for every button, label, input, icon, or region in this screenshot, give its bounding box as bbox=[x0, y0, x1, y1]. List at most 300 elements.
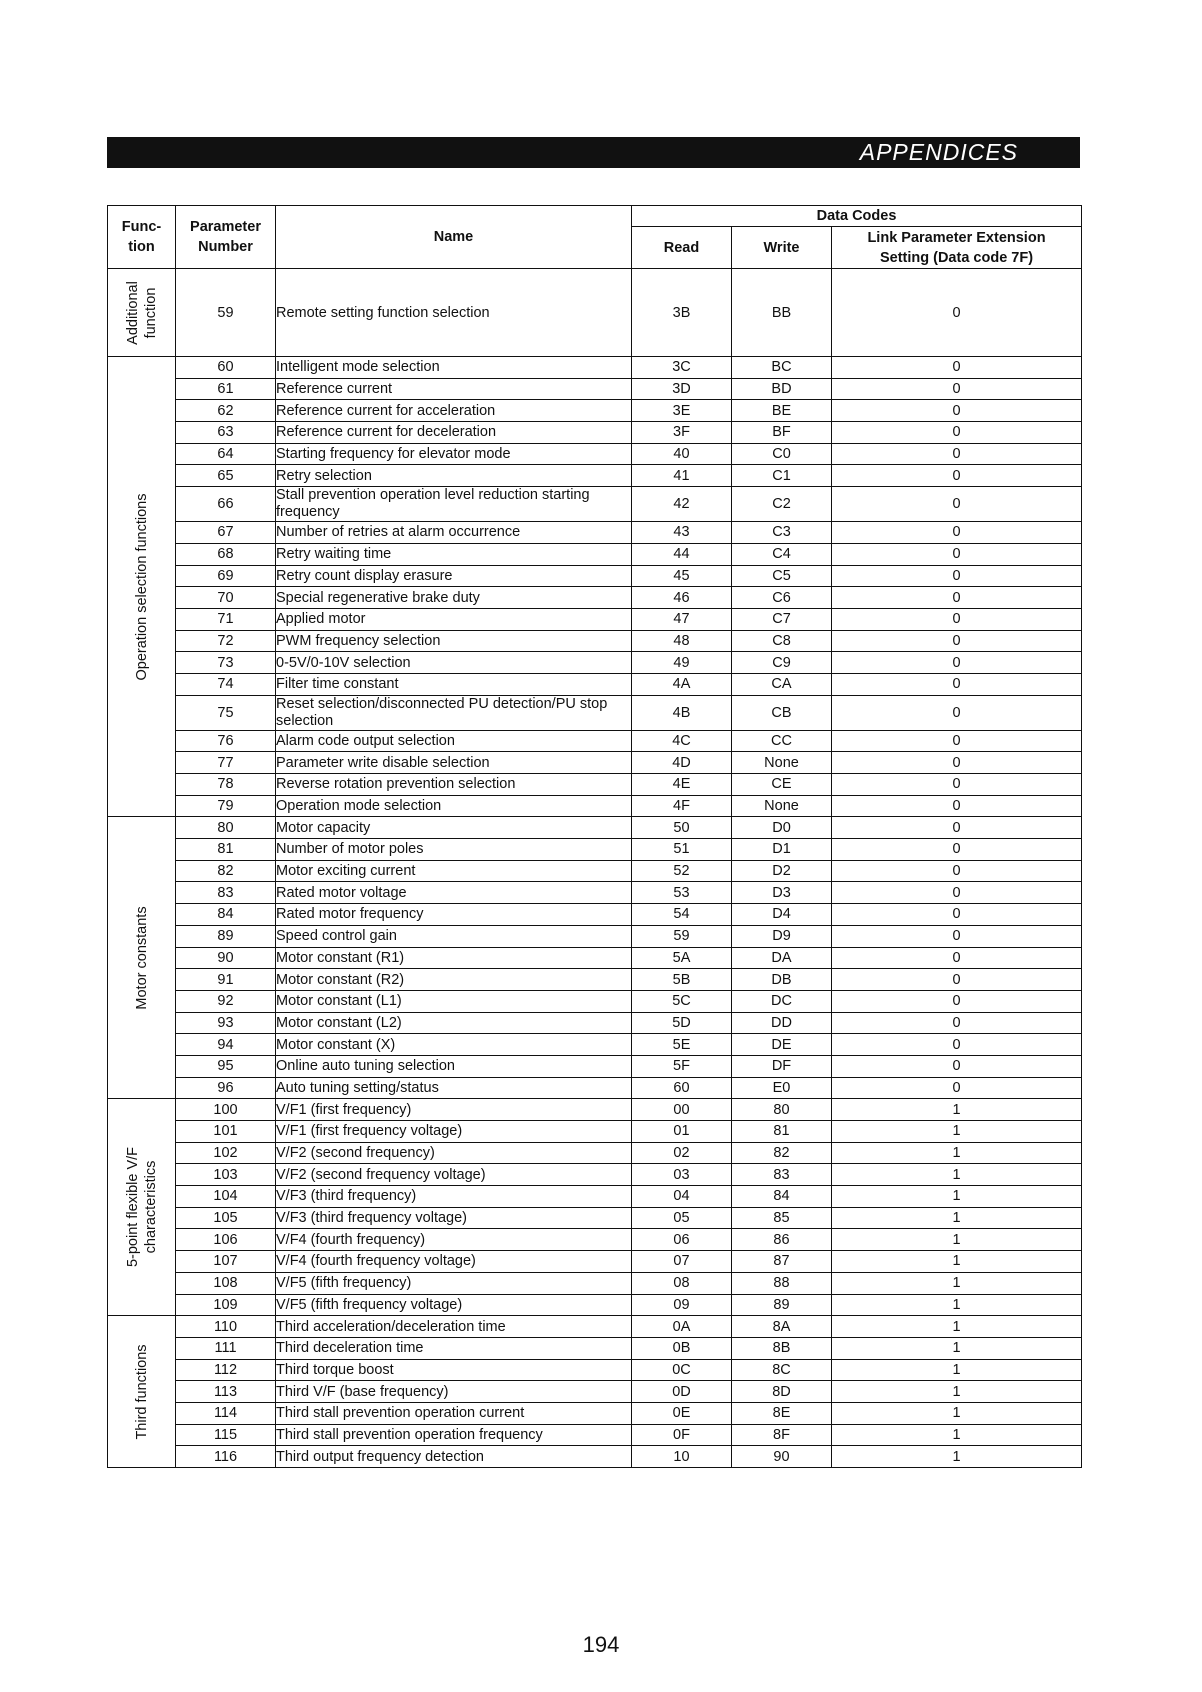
parameter-number-cell: 67 bbox=[176, 522, 276, 544]
table-row bbox=[108, 860, 1082, 882]
table-row bbox=[108, 465, 1082, 487]
link-extension-cell: 0 bbox=[832, 565, 1082, 587]
link-extension-cell: 0 bbox=[832, 882, 1082, 904]
parameter-number-cell: 77 bbox=[176, 752, 276, 774]
link-extension-cell: 0 bbox=[832, 925, 1082, 947]
parameter-number-cell: 104 bbox=[176, 1186, 276, 1208]
parameter-number-cell: 115 bbox=[176, 1424, 276, 1446]
write-code-cell: 83 bbox=[732, 1164, 832, 1186]
table-row bbox=[108, 400, 1082, 422]
parameter-number-cell: 83 bbox=[176, 882, 276, 904]
link-extension-cell: 1 bbox=[832, 1186, 1082, 1208]
table-row bbox=[108, 487, 1082, 522]
read-code-cell: 10 bbox=[632, 1446, 732, 1468]
write-code-cell: C6 bbox=[732, 587, 832, 609]
write-code-cell: 8D bbox=[732, 1381, 832, 1403]
function-group-label: Motor constants bbox=[133, 906, 150, 1010]
parameter-number-cell: 95 bbox=[176, 1055, 276, 1077]
write-code-cell: 80 bbox=[732, 1099, 832, 1121]
parameter-number-cell: 59 bbox=[176, 269, 276, 357]
table-row bbox=[108, 1142, 1082, 1164]
parameter-number-cell: 105 bbox=[176, 1207, 276, 1229]
write-code-cell: DE bbox=[732, 1034, 832, 1056]
table-row bbox=[108, 1381, 1082, 1403]
write-code-cell: C3 bbox=[732, 522, 832, 544]
link-extension-cell: 0 bbox=[832, 587, 1082, 609]
read-code-cell: 5A bbox=[632, 947, 732, 969]
write-code-cell: None bbox=[732, 795, 832, 817]
write-code-cell: 84 bbox=[732, 1186, 832, 1208]
banner-title: APPENDICES bbox=[859, 139, 1018, 165]
name-cell: Operation mode selection bbox=[276, 795, 632, 817]
link-extension-cell: 0 bbox=[832, 774, 1082, 796]
table-row bbox=[108, 1359, 1082, 1381]
name-cell: Third stall prevention operation current bbox=[276, 1402, 632, 1424]
write-code-cell: CC bbox=[732, 730, 832, 752]
read-code-cell: 4B bbox=[632, 695, 732, 730]
name-cell: Third stall prevention operation frequency bbox=[276, 1424, 632, 1446]
parameter-number-cell: 82 bbox=[176, 860, 276, 882]
name-cell: V/F2 (second frequency voltage) bbox=[276, 1164, 632, 1186]
name-cell: 0-5V/0-10V selection bbox=[276, 652, 632, 674]
write-code-cell: DA bbox=[732, 947, 832, 969]
read-code-cell: 3B bbox=[632, 269, 732, 357]
link-extension-cell: 0 bbox=[832, 1077, 1082, 1099]
read-code-cell: 52 bbox=[632, 860, 732, 882]
table-row bbox=[108, 795, 1082, 817]
table-row bbox=[108, 1012, 1082, 1034]
table-row bbox=[108, 608, 1082, 630]
link-extension-cell: 0 bbox=[832, 422, 1082, 444]
read-code-cell: 59 bbox=[632, 925, 732, 947]
name-cell: V/F2 (second frequency) bbox=[276, 1142, 632, 1164]
table-header bbox=[108, 206, 1082, 269]
name-cell: Stall prevention operation level reduction starting frequency bbox=[276, 487, 632, 522]
function-group-label: Third functions bbox=[133, 1344, 150, 1440]
read-code-cell: 03 bbox=[632, 1164, 732, 1186]
parameter-number-cell: 68 bbox=[176, 543, 276, 565]
link-extension-cell: 1 bbox=[832, 1381, 1082, 1403]
name-cell: Third output frequency detection bbox=[276, 1446, 632, 1468]
read-code-cell: 42 bbox=[632, 487, 732, 522]
name-cell: Motor constant (L2) bbox=[276, 1012, 632, 1034]
write-code-cell: 8B bbox=[732, 1337, 832, 1359]
table-row bbox=[108, 1424, 1082, 1446]
read-code-cell: 5E bbox=[632, 1034, 732, 1056]
name-cell: V/F3 (third frequency voltage) bbox=[276, 1207, 632, 1229]
parameter-number-cell: 69 bbox=[176, 565, 276, 587]
table-row bbox=[108, 1402, 1082, 1424]
parameter-number-cell: 108 bbox=[176, 1272, 276, 1294]
read-code-cell: 47 bbox=[632, 608, 732, 630]
write-code-cell: 85 bbox=[732, 1207, 832, 1229]
link-extension-cell: 0 bbox=[832, 969, 1082, 991]
header-write: Write bbox=[732, 227, 832, 269]
write-code-cell: 89 bbox=[732, 1294, 832, 1316]
function-group-label: Operation selection functions bbox=[133, 493, 150, 681]
table-row bbox=[108, 1272, 1082, 1294]
name-cell: Speed control gain bbox=[276, 925, 632, 947]
table-row bbox=[108, 543, 1082, 565]
write-code-cell: DC bbox=[732, 990, 832, 1012]
name-cell: Applied motor bbox=[276, 608, 632, 630]
parameter-number-cell: 101 bbox=[176, 1121, 276, 1143]
parameter-number-cell: 113 bbox=[176, 1381, 276, 1403]
parameter-number-cell: 92 bbox=[176, 990, 276, 1012]
name-cell: Reverse rotation prevention selection bbox=[276, 774, 632, 796]
table-row bbox=[108, 925, 1082, 947]
table-row bbox=[108, 1229, 1082, 1251]
name-cell: V/F1 (first frequency voltage) bbox=[276, 1121, 632, 1143]
link-extension-cell: 0 bbox=[832, 269, 1082, 357]
read-code-cell: 0A bbox=[632, 1316, 732, 1338]
write-code-cell: DF bbox=[732, 1055, 832, 1077]
page-number: 194 bbox=[582, 1632, 620, 1657]
link-extension-cell: 0 bbox=[832, 904, 1082, 926]
write-code-cell: 8E bbox=[732, 1402, 832, 1424]
link-extension-cell: 0 bbox=[832, 652, 1082, 674]
write-code-cell: C5 bbox=[732, 565, 832, 587]
link-extension-cell: 1 bbox=[832, 1229, 1082, 1251]
write-code-cell: DD bbox=[732, 1012, 832, 1034]
parameter-number-cell: 106 bbox=[176, 1229, 276, 1251]
table-row bbox=[108, 1034, 1082, 1056]
read-code-cell: 5B bbox=[632, 969, 732, 991]
table-row bbox=[108, 1251, 1082, 1273]
name-cell: Number of retries at alarm occurrence bbox=[276, 522, 632, 544]
parameter-number-cell: 76 bbox=[176, 730, 276, 752]
read-code-cell: 4C bbox=[632, 730, 732, 752]
parameter-number-cell: 114 bbox=[176, 1402, 276, 1424]
name-cell: Third torque boost bbox=[276, 1359, 632, 1381]
read-code-cell: 5F bbox=[632, 1055, 732, 1077]
link-extension-cell: 1 bbox=[832, 1337, 1082, 1359]
table-row bbox=[108, 969, 1082, 991]
read-code-cell: 3E bbox=[632, 400, 732, 422]
read-code-cell: 02 bbox=[632, 1142, 732, 1164]
name-cell: Retry selection bbox=[276, 465, 632, 487]
header-parameter-number: Parameter Number bbox=[176, 206, 276, 269]
write-code-cell: BF bbox=[732, 422, 832, 444]
write-code-cell: BD bbox=[732, 378, 832, 400]
table-row bbox=[108, 673, 1082, 695]
function-group-label: Additional function bbox=[124, 280, 159, 345]
read-code-cell: 43 bbox=[632, 522, 732, 544]
parameter-number-cell: 90 bbox=[176, 947, 276, 969]
name-cell: Motor capacity bbox=[276, 817, 632, 839]
write-code-cell: E0 bbox=[732, 1077, 832, 1099]
write-code-cell: 88 bbox=[732, 1272, 832, 1294]
parameter-number-cell: 84 bbox=[176, 904, 276, 926]
link-extension-cell: 0 bbox=[832, 839, 1082, 861]
parameter-number-cell: 103 bbox=[176, 1164, 276, 1186]
table-row bbox=[108, 422, 1082, 444]
link-extension-cell: 0 bbox=[832, 860, 1082, 882]
read-code-cell: 06 bbox=[632, 1229, 732, 1251]
link-extension-cell: 1 bbox=[832, 1294, 1082, 1316]
read-code-cell: 41 bbox=[632, 465, 732, 487]
link-extension-cell: 1 bbox=[832, 1207, 1082, 1229]
parameter-number-cell: 116 bbox=[176, 1446, 276, 1468]
link-extension-cell: 0 bbox=[832, 752, 1082, 774]
link-extension-cell: 0 bbox=[832, 522, 1082, 544]
read-code-cell: 49 bbox=[632, 652, 732, 674]
name-cell: Reset selection/disconnected PU detection/PU stop selection bbox=[276, 695, 632, 730]
link-extension-cell: 0 bbox=[832, 1034, 1082, 1056]
table-row bbox=[108, 1446, 1082, 1468]
read-code-cell: 40 bbox=[632, 443, 732, 465]
link-extension-cell: 0 bbox=[832, 443, 1082, 465]
parameter-number-cell: 73 bbox=[176, 652, 276, 674]
parameter-number-cell: 72 bbox=[176, 630, 276, 652]
name-cell: Third acceleration/deceleration time bbox=[276, 1316, 632, 1338]
write-code-cell: 90 bbox=[732, 1446, 832, 1468]
name-cell: Motor constant (L1) bbox=[276, 990, 632, 1012]
function-group-cell bbox=[108, 357, 176, 817]
parameter-number-cell: 78 bbox=[176, 774, 276, 796]
write-code-cell: D1 bbox=[732, 839, 832, 861]
table-row bbox=[108, 565, 1082, 587]
write-code-cell: CB bbox=[732, 695, 832, 730]
name-cell: Intelligent mode selection bbox=[276, 357, 632, 379]
write-code-cell: D2 bbox=[732, 860, 832, 882]
name-cell: Alarm code output selection bbox=[276, 730, 632, 752]
function-group-cell bbox=[108, 817, 176, 1099]
table-row bbox=[108, 1055, 1082, 1077]
link-extension-cell: 0 bbox=[832, 795, 1082, 817]
link-extension-cell: 0 bbox=[832, 730, 1082, 752]
table-row bbox=[108, 1186, 1082, 1208]
read-code-cell: 05 bbox=[632, 1207, 732, 1229]
link-extension-cell: 0 bbox=[832, 357, 1082, 379]
write-code-cell: None bbox=[732, 752, 832, 774]
read-code-cell: 48 bbox=[632, 630, 732, 652]
link-extension-cell: 1 bbox=[832, 1251, 1082, 1273]
link-extension-cell: 1 bbox=[832, 1164, 1082, 1186]
parameter-number-cell: 96 bbox=[176, 1077, 276, 1099]
table-row bbox=[108, 357, 1082, 379]
write-code-cell: D4 bbox=[732, 904, 832, 926]
table-row bbox=[108, 990, 1082, 1012]
write-code-cell: C8 bbox=[732, 630, 832, 652]
link-extension-cell: 0 bbox=[832, 465, 1082, 487]
parameter-number-cell: 60 bbox=[176, 357, 276, 379]
header-read: Read bbox=[632, 227, 732, 269]
parameter-number-cell: 107 bbox=[176, 1251, 276, 1273]
link-extension-cell: 1 bbox=[832, 1272, 1082, 1294]
link-extension-cell: 0 bbox=[832, 1012, 1082, 1034]
read-code-cell: 3D bbox=[632, 378, 732, 400]
table-row bbox=[108, 904, 1082, 926]
read-code-cell: 60 bbox=[632, 1077, 732, 1099]
parameter-number-cell: 94 bbox=[176, 1034, 276, 1056]
function-group-label: 5-point flexible V/F characteristics bbox=[124, 1147, 159, 1268]
link-extension-cell: 0 bbox=[832, 630, 1082, 652]
table-row bbox=[108, 1121, 1082, 1143]
parameter-number-cell: 110 bbox=[176, 1316, 276, 1338]
function-group-cell bbox=[108, 1099, 176, 1316]
link-extension-cell: 0 bbox=[832, 695, 1082, 730]
read-code-cell: 00 bbox=[632, 1099, 732, 1121]
read-code-cell: 5D bbox=[632, 1012, 732, 1034]
name-cell: Retry waiting time bbox=[276, 543, 632, 565]
table-row bbox=[108, 947, 1082, 969]
header-func: Func- tion bbox=[108, 206, 176, 269]
table-row bbox=[108, 269, 1082, 357]
parameter-number-cell: 102 bbox=[176, 1142, 276, 1164]
write-code-cell: 87 bbox=[732, 1251, 832, 1273]
write-code-cell: C2 bbox=[732, 487, 832, 522]
appendices-banner bbox=[107, 137, 1080, 168]
name-cell: Starting frequency for elevator mode bbox=[276, 443, 632, 465]
parameter-data-codes-table bbox=[107, 205, 1082, 1468]
write-code-cell: 82 bbox=[732, 1142, 832, 1164]
read-code-cell: 4D bbox=[632, 752, 732, 774]
table-row bbox=[108, 378, 1082, 400]
link-extension-cell: 1 bbox=[832, 1424, 1082, 1446]
link-extension-cell: 0 bbox=[832, 947, 1082, 969]
table-row bbox=[108, 1316, 1082, 1338]
header-link-extension: Link Parameter Extension Setting (Data code 7F) bbox=[832, 227, 1082, 269]
name-cell: Parameter write disable selection bbox=[276, 752, 632, 774]
read-code-cell: 08 bbox=[632, 1272, 732, 1294]
parameter-number-cell: 109 bbox=[176, 1294, 276, 1316]
link-extension-cell: 0 bbox=[832, 817, 1082, 839]
read-code-cell: 0D bbox=[632, 1381, 732, 1403]
write-code-cell: C7 bbox=[732, 608, 832, 630]
parameter-number-cell: 89 bbox=[176, 925, 276, 947]
read-code-cell: 4F bbox=[632, 795, 732, 817]
write-code-cell: 8F bbox=[732, 1424, 832, 1446]
table-row bbox=[108, 752, 1082, 774]
write-code-cell: 81 bbox=[732, 1121, 832, 1143]
table-row bbox=[108, 630, 1082, 652]
table-row bbox=[108, 882, 1082, 904]
write-code-cell: BB bbox=[732, 269, 832, 357]
link-extension-cell: 0 bbox=[832, 1055, 1082, 1077]
table-row bbox=[108, 522, 1082, 544]
read-code-cell: 44 bbox=[632, 543, 732, 565]
write-code-cell: CE bbox=[732, 774, 832, 796]
parameter-number-cell: 61 bbox=[176, 378, 276, 400]
read-code-cell: 54 bbox=[632, 904, 732, 926]
table-row bbox=[108, 1099, 1082, 1121]
table-row bbox=[108, 1337, 1082, 1359]
table-row bbox=[108, 443, 1082, 465]
name-cell: Number of motor poles bbox=[276, 839, 632, 861]
name-cell: V/F3 (third frequency) bbox=[276, 1186, 632, 1208]
write-code-cell: 8C bbox=[732, 1359, 832, 1381]
name-cell: Reference current for deceleration bbox=[276, 422, 632, 444]
read-code-cell: 3C bbox=[632, 357, 732, 379]
parameter-number-cell: 81 bbox=[176, 839, 276, 861]
name-cell: V/F4 (fourth frequency) bbox=[276, 1229, 632, 1251]
name-cell: Special regenerative brake duty bbox=[276, 587, 632, 609]
parameter-number-cell: 66 bbox=[176, 487, 276, 522]
write-code-cell: D0 bbox=[732, 817, 832, 839]
link-extension-cell: 0 bbox=[832, 543, 1082, 565]
name-cell: V/F5 (fifth frequency voltage) bbox=[276, 1294, 632, 1316]
name-cell: Online auto tuning selection bbox=[276, 1055, 632, 1077]
link-extension-cell: 0 bbox=[832, 378, 1082, 400]
read-code-cell: 07 bbox=[632, 1251, 732, 1273]
read-code-cell: 04 bbox=[632, 1186, 732, 1208]
name-cell: Remote setting function selection bbox=[276, 269, 632, 357]
parameter-number-cell: 75 bbox=[176, 695, 276, 730]
parameter-number-cell: 64 bbox=[176, 443, 276, 465]
table-row bbox=[108, 1077, 1082, 1099]
table-row bbox=[108, 1294, 1082, 1316]
parameter-number-cell: 91 bbox=[176, 969, 276, 991]
write-code-cell: DB bbox=[732, 969, 832, 991]
link-extension-cell: 1 bbox=[832, 1402, 1082, 1424]
table-row bbox=[108, 587, 1082, 609]
name-cell: Motor constant (R2) bbox=[276, 969, 632, 991]
read-code-cell: 0F bbox=[632, 1424, 732, 1446]
name-cell: Motor constant (X) bbox=[276, 1034, 632, 1056]
write-code-cell: D9 bbox=[732, 925, 832, 947]
table-row bbox=[108, 1207, 1082, 1229]
table-row bbox=[108, 817, 1082, 839]
write-code-cell: D3 bbox=[732, 882, 832, 904]
link-extension-cell: 1 bbox=[832, 1099, 1082, 1121]
function-group-cell bbox=[108, 269, 176, 357]
read-code-cell: 3F bbox=[632, 422, 732, 444]
name-cell: Retry count display erasure bbox=[276, 565, 632, 587]
read-code-cell: 0C bbox=[632, 1359, 732, 1381]
read-code-cell: 46 bbox=[632, 587, 732, 609]
parameter-number-cell: 62 bbox=[176, 400, 276, 422]
read-code-cell: 53 bbox=[632, 882, 732, 904]
name-cell: Reference current for acceleration bbox=[276, 400, 632, 422]
parameter-number-cell: 74 bbox=[176, 673, 276, 695]
write-code-cell: C9 bbox=[732, 652, 832, 674]
write-code-cell: BC bbox=[732, 357, 832, 379]
link-extension-cell: 0 bbox=[832, 990, 1082, 1012]
name-cell: Motor constant (R1) bbox=[276, 947, 632, 969]
parameter-number-cell: 112 bbox=[176, 1359, 276, 1381]
name-cell: V/F5 (fifth frequency) bbox=[276, 1272, 632, 1294]
parameter-number-cell: 70 bbox=[176, 587, 276, 609]
function-group-cell bbox=[108, 1316, 176, 1468]
read-code-cell: 0B bbox=[632, 1337, 732, 1359]
write-code-cell: 86 bbox=[732, 1229, 832, 1251]
parameter-number-cell: 111 bbox=[176, 1337, 276, 1359]
write-code-cell: C1 bbox=[732, 465, 832, 487]
write-code-cell: CA bbox=[732, 673, 832, 695]
read-code-cell: 01 bbox=[632, 1121, 732, 1143]
read-code-cell: 51 bbox=[632, 839, 732, 861]
parameter-number-cell: 65 bbox=[176, 465, 276, 487]
link-extension-cell: 0 bbox=[832, 673, 1082, 695]
parameter-number-cell: 63 bbox=[176, 422, 276, 444]
read-code-cell: 4A bbox=[632, 673, 732, 695]
name-cell: Third V/F (base frequency) bbox=[276, 1381, 632, 1403]
name-cell: Filter time constant bbox=[276, 673, 632, 695]
read-code-cell: 5C bbox=[632, 990, 732, 1012]
read-code-cell: 45 bbox=[632, 565, 732, 587]
link-extension-cell: 1 bbox=[832, 1316, 1082, 1338]
read-code-cell: 50 bbox=[632, 817, 732, 839]
name-cell: Auto tuning setting/status bbox=[276, 1077, 632, 1099]
table-row bbox=[108, 839, 1082, 861]
link-extension-cell: 1 bbox=[832, 1359, 1082, 1381]
write-code-cell: 8A bbox=[732, 1316, 832, 1338]
read-code-cell: 0E bbox=[632, 1402, 732, 1424]
name-cell: PWM frequency selection bbox=[276, 630, 632, 652]
name-cell: Reference current bbox=[276, 378, 632, 400]
name-cell: Rated motor voltage bbox=[276, 882, 632, 904]
